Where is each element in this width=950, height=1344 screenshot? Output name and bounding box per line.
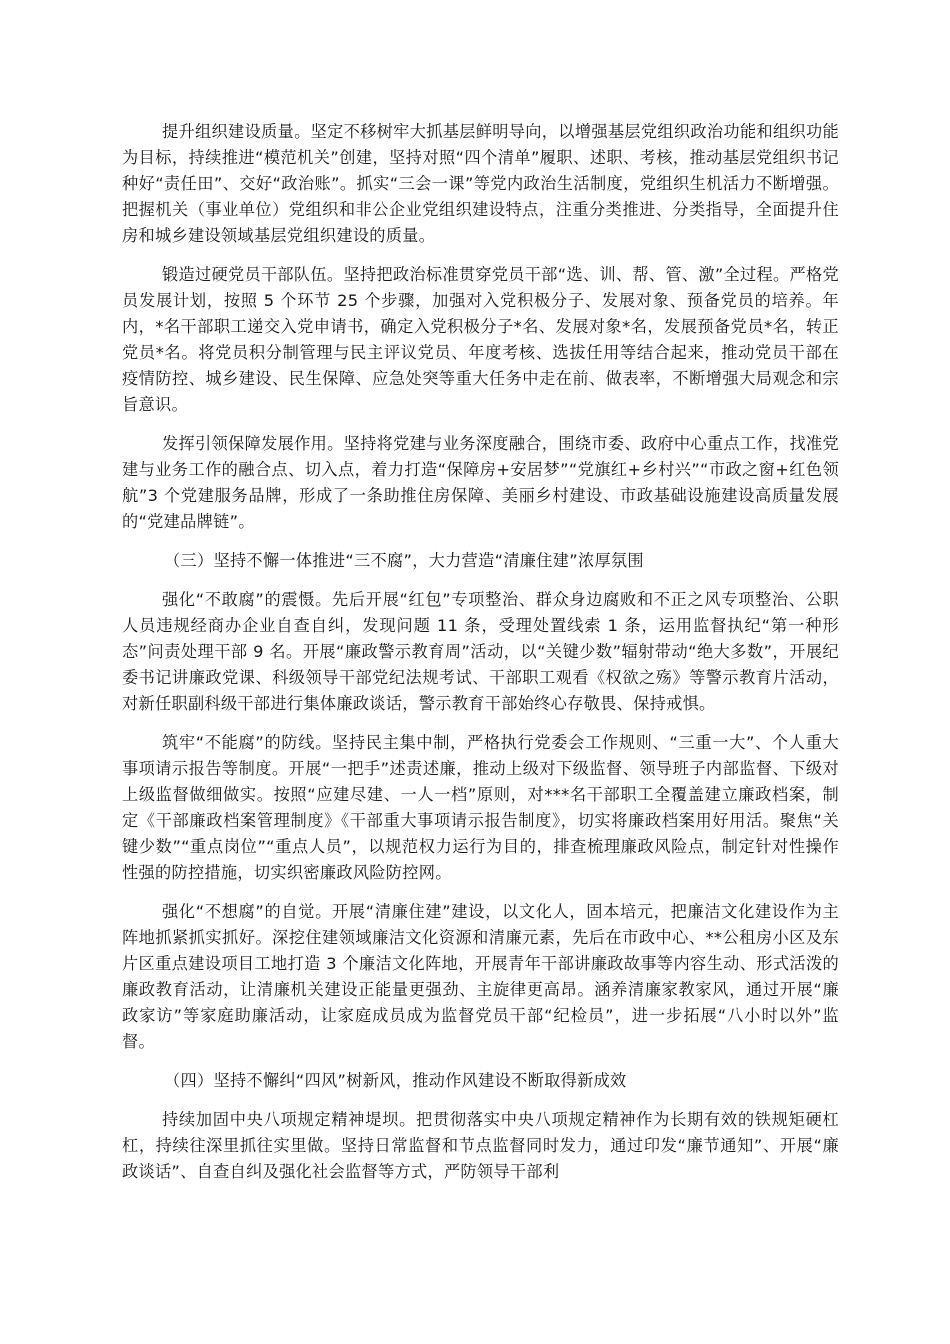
section-heading-three: （三）坚持不懈一体推进“三不腐”，大力营造“清廉住建”浓厚氛围 [164,551,644,570]
paragraph-leading-development: 发挥引领保障发展作用。坚持将党建与业务深度融合，围绕市委、政府中心重点工作，找准党建与业务工作的融合点、切入点，着力打造“保障房+安居梦”“党旗红+乡村兴”“市政之窗+红色领航”3 个党建服务品牌，形成了一条助推住房保障、美丽乡村建设、市政基础设施建设高质量发展的“党建品牌链”。 [122,434,839,531]
paragraph-organization-building: 提升组织建设质量。坚定不移树牢大抓基层鲜明导向，以增强基层党组织政治功能和组织功能为目标，持续推进“模范机关”创建，坚持对照“四个清单”履职、述职、考核，推动基层党组织书记种好“责任田”、交好“政治账”。抓实“三会一课”等党内政治生活制度，党组织生机活力不断增强。把握机关（事业单位）党组织和非公企业党组织建设特点，注重分类推进、分类指导，全面提升住房和城乡建设领域基层党组织建设的质量。 [122,122,839,245]
paragraph-no-desire-corrupt: 强化“不想腐”的自觉。开展“清廉住建”建设，以文化人，固本培元，把廉洁文化建设作为主阵地抓紧抓实抓好。深挖住建领域廉洁文化资源和清廉元素，先后在市政中心、**公租房小区及东片区重点建设项目工地打造 3 个廉洁文化阵地，开展青年干部讲廉政故事等内容生动、形式活泼的廉政教育活动，让清廉机关建设正能量更强劲、主旋律更高昂。涵养清廉家教家风，通过开展“廉政家访”等家庭助廉活动，让家庭成员成为监督党员干部“纪检员”，进一步拓展“八小时以外”监督。 [122,902,839,1051]
document-page [122,119,839,1198]
paragraph-eight-rules: 持续加固中央八项规定精神堤坝。把贯彻落实中央八项规定精神作为长期有效的铁规矩硬杠杠，持续往深里抓往实里做。坚持日常监督和节点监督同时发力，通过印发“廉节通知”、开展“廉政谈话”、自查自纠及强化社会监督等方式，严防领导干部利 [122,1110,839,1181]
section-heading-four: （四）坚持不懈纠“四风”树新风，推动作风建设不断取得新成效 [164,1071,627,1090]
paragraph-cannot-corrupt: 筑牢“不能腐”的防线。坚持民主集中制，严格执行党委会工作规则、“三重一大”、个人重大事项请示报告等制度。开展“一把手”述责述廉，推动上级对下级监督、领导班子内部监督、下级对上级监督做细做实。按照“应建尽建、一人一档”原则，对***名干部职工全覆盖建立廉政档案，制定《干部廉政档案管理制度》《干部重大事项请示报告制度》，切实将廉政档案用好用活。聚焦“关键少数”“重点岗位”“重点人员”，以规范权力运行为目的，排查梳理廉政风险点，制定针对性操作性强的防控措施，切实织密廉政风险防控网。 [122,733,839,882]
paragraph-party-cadres: 锻造过硬党员干部队伍。坚持把政治标准贯穿党员干部“选、训、帮、管、激”全过程。严格党员发展计划，按照 5 个环节 25 个步骤，加强对入党积极分子、发展对象、预备党员的培养。年内，*名干部职工递交入党申请书，确定入党积极分子*名、发展对象*名，发展预备党员*名，转正党员*名。将党员积分制管理与民主评议党员、年度考核、选拔任用等结合起来，推动党员干部在疫情防控、城乡建设、民生保障、应急处突等重大任务中走在前、做表率，不断增强大局观念和宗旨意识。 [122,265,839,414]
paragraph-dare-not-corrupt: 强化“不敢腐”的震慑。先后开展“红包”专项整治、群众身边腐败和不正之风专项整治、公职人员违规经商办企业自查自纠，发现问题 11 条，受理处置线索 1 条，运用监督执纪“第一种形态”问责处理干部 9 名。开展“廉政警示教育周”活动，以“关键少数”辐射带动“绝大多数”，开展纪委书记讲廉政党课、科级领导干部党纪法规考试、干部职工观看《权欲之殇》等警示教育片活动，对新任职副科级干部进行集体廉政谈话，警示教育干部始终心存敬畏、保持戒惧。 [122,590,839,713]
